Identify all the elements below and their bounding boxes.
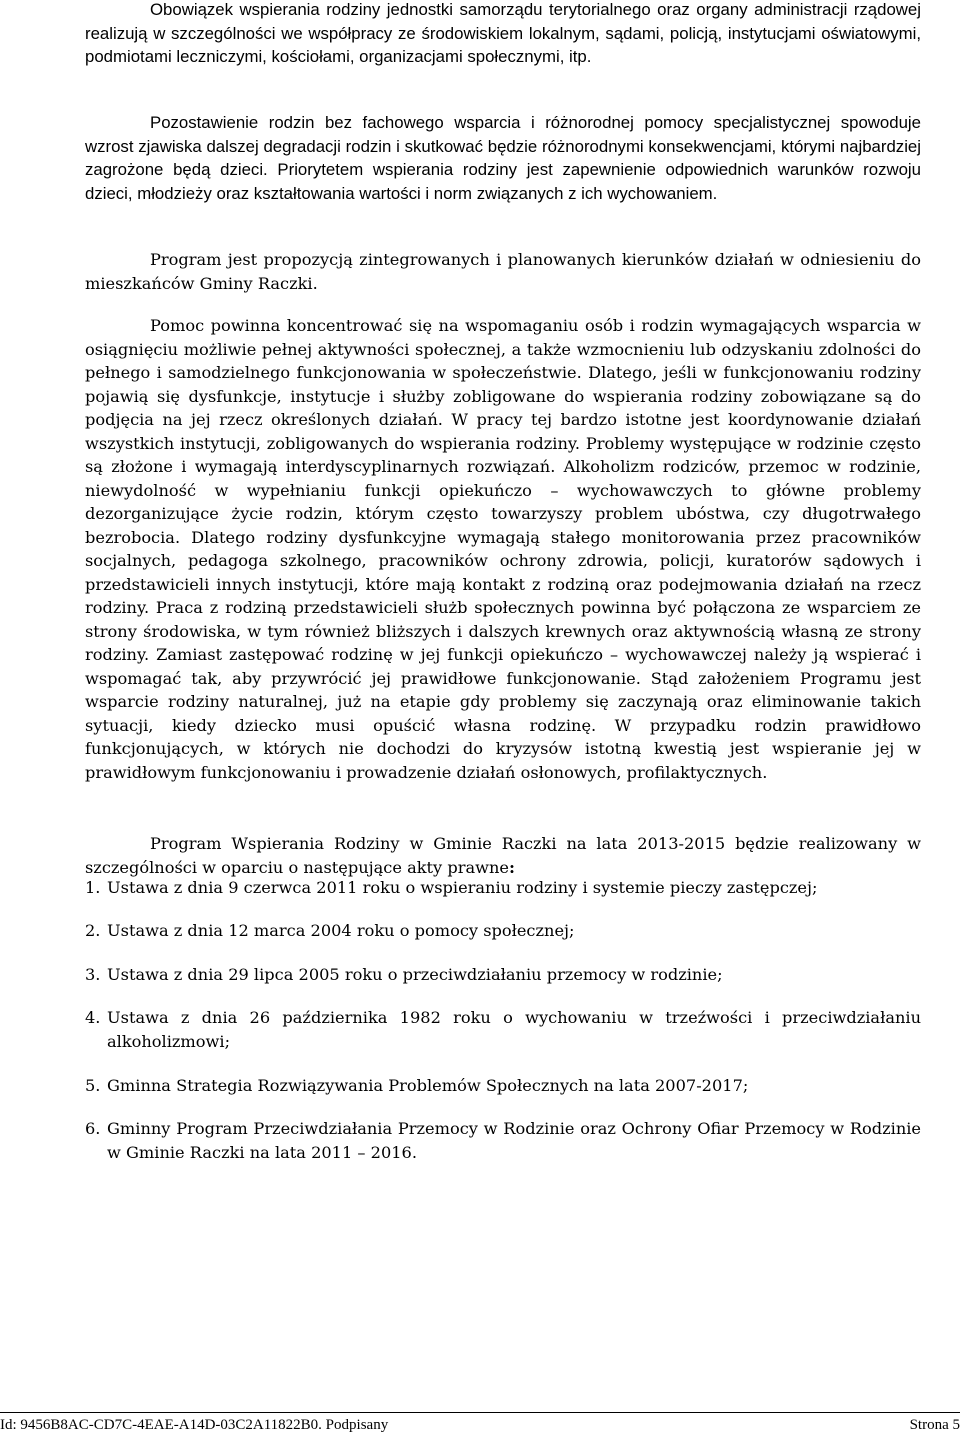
paragraph-legal-basis-intro: [85, 832, 921, 879]
paragraph-family-support-obligation: Obowiązek wspierania rodziny jednostki samorządu terytorialnego oraz organy administracji rządowej realizują w szczególności we współpracy ze środowiskiem lokalnym, sądami, policją, instytucjami oświatowymi, podmiotami leczniczymi, kościołami, organizacjami społecznymi, itp.: [85, 0, 921, 66]
footer-divider: [0, 1412, 960, 1413]
list-item-text: Gminna Strategia Rozwiązywania Problemów Społecznych na lata 2007-2017;: [107, 1076, 749, 1095]
list-item-text: Ustawa z dnia 9 czerwca 2011 roku o wspieraniu rodziny i systemie pieczy zastępczej;: [107, 878, 818, 897]
list-item-number: 4.: [85, 1008, 101, 1027]
list-item: [85, 963, 921, 987]
list-item-number: 6.: [85, 1119, 101, 1138]
legal-basis-colon: :: [508, 857, 515, 877]
list-item: [85, 1117, 921, 1164]
paragraph-assistance-focus: Pomoc powinna koncentrować się na wspomaganiu osób i rodzin wymagających wsparcia w osiągnięciu możliwie pełnej aktywności społecznej, a także wzmocnieniu lub odzyskaniu zdolności do pełnego i samodzielnego funkcjonowania w społeczeństwie. Dlatego, jeśli w funkcjonowaniu rodziny pojawią się dysfunkcje, instytucje i służby zobligowane do wspierania rodziny zobowiązane są do podjęcia na jej rzecz określonych działań. W pracy tej bardzo istotne jest koordynowanie działań wszystkich instytucji, zobligowanych do wspierania rodziny. Problemy występujące w rodzinie często są złożone i wymagają interdyscyplinarnych rozwiązań. Alkoholizm rodziców, przemoc w rodzinie, niewydolność w wypełnianiu funkcji opiekuńczo – wychowawczych to główne problemy dezorganizujące życie rodzin, którym często towarzyszy problem ubóstwa, czy długotrwałego bezrobocia. Dlatego rodziny dysfunkcyjne wymagają stałego monitorowania przez pracowników socjalnych, pedagoga szkolnego, pracowników ochrony zdrowia, policji, kuratorów sądowych i przedstawicieli innych instytucji, które mają kontakt z rodziną oraz podejmowania działań na rzecz rodziny. Praca z rodziną przedstawicieli służb społecznych powinna być połączona ze wsparciem ze strony środowiska, w tym również bliższych i dalszych krewnych oraz aktywnością własną ze strony rodziny. Zamiast zastępować rodzinę w jej funkcji opiekuńczo – wychowawczej należy ją wspierać i wspomagać tak, aby przywrócić jej prawidłowe funkcjonowanie. Stąd założeniem Programu jest wsparcie rodziny naturalnej, już na etapie gdy problemy się zaczynają oraz eliminowanie takich sytuacji, kiedy dziecko musi opuścić własna rodzinę. W przypadku rodzin prawidłowo funkcjonujących, w których nie dochodzi do kryzysów istotną kwestią jest wspieranie jej w prawidłowym funkcjonowaniu i prowadzenie działań osłonowych, profilaktycznych.: [85, 316, 921, 782]
list-item-number: 3.: [85, 965, 101, 984]
list-item-number: 5.: [85, 1076, 101, 1095]
list-item-text: Gminny Program Przeciwdziałania Przemocy w Rodzinie oraz Ochrony Ofiar Przemocy w Rodzinie w Gminie Raczki na lata 2011 – 2016.: [107, 1119, 921, 1162]
page-number: Strona 5: [909, 1417, 960, 1433]
list-item-text: Ustawa z dnia 29 lipca 2005 roku o przeciwdziałaniu przemocy w rodzinie;: [107, 965, 723, 984]
list-item: [85, 919, 921, 943]
list-item-text: Ustawa z dnia 12 marca 2004 roku o pomocy społecznej;: [107, 921, 575, 940]
list-item-number: 2.: [85, 921, 101, 940]
list-item-number: 1.: [85, 878, 101, 897]
list-item: [85, 1006, 921, 1053]
list-item: [85, 1074, 921, 1098]
list-item-text: Ustawa z dnia 26 października 1982 roku o wychowaniu w trzeźwości i przeciwdziałaniu alkoholizmowi;: [107, 1008, 921, 1051]
legal-basis-intro-text: Program Wspierania Rodziny w Gminie Raczki na lata 2013-2015 będzie realizowany w szczególności w oparciu o następujące akty prawne: [85, 834, 921, 877]
paragraph-program-proposal: Program jest propozycją zintegrowanych i planowanych kierunków działań w odniesieniu do mieszkańców Gminy Raczki.: [85, 250, 921, 293]
list-item: [85, 876, 921, 900]
document-id: Id: 9456B8AC-CD7C-4EAE-A14D-03C2A11822B0. Podpisany: [0, 1417, 389, 1433]
paragraph-lack-of-support: Pozostawienie rodzin bez fachowego wsparcia i różnorodnej pomocy specjalistycznej spowoduje wzrost zjawiska dalszej degradacji rodzin i skutkować będzie różnorodnymi konsekwencjami, którymi najbardziej zagrożone będą dzieci. Priorytetem wspierania rodziny jest zapewnienie odpowiednich warunków rozwoju dzieci, młodzieży oraz kształtowania wartości i norm związanych z ich wychowaniem.: [85, 113, 921, 203]
